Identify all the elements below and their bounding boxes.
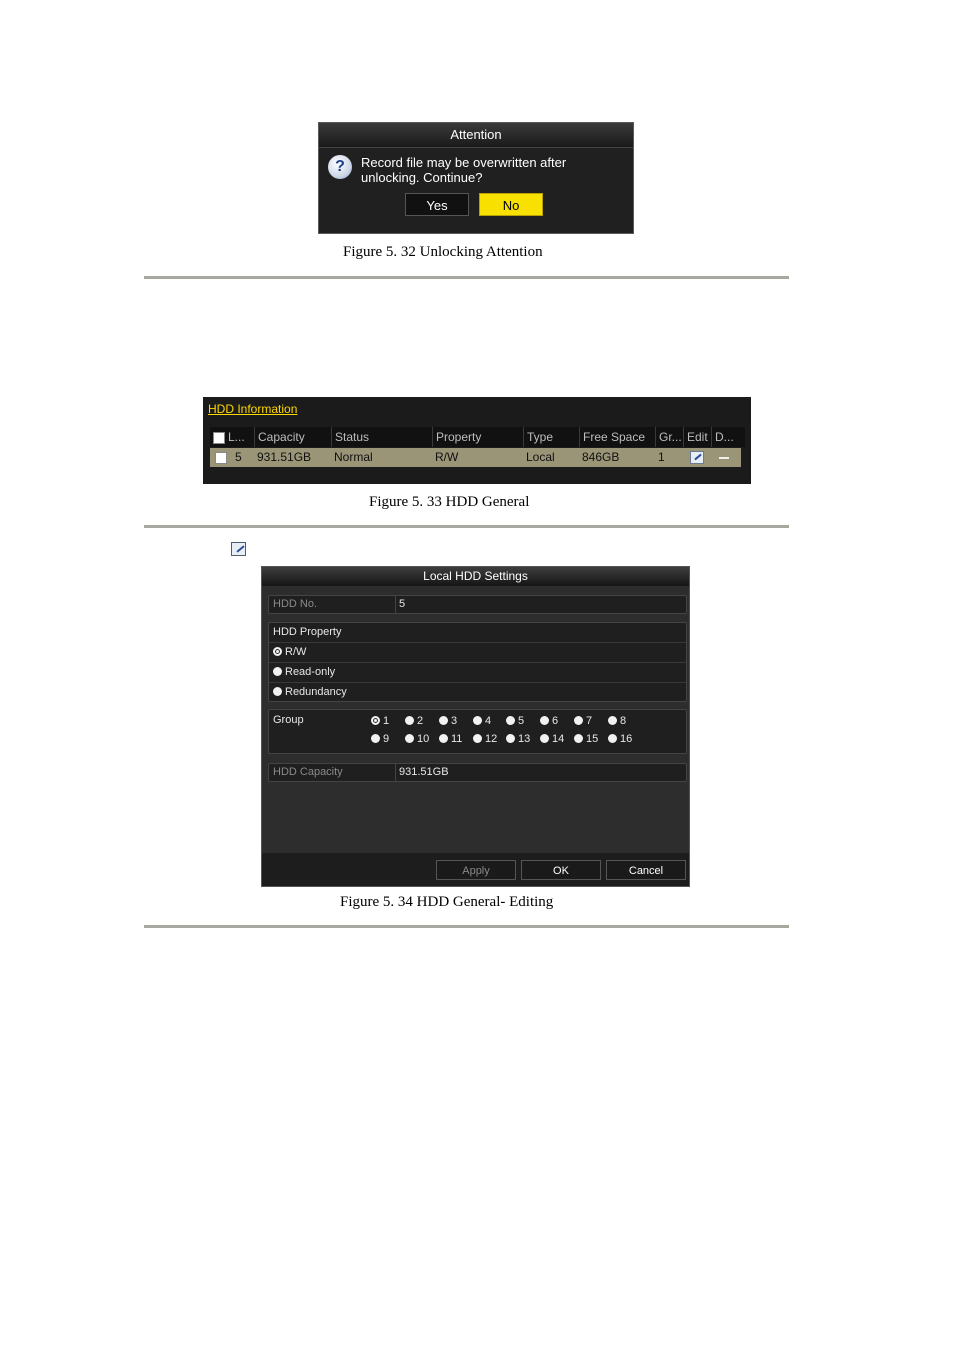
divider [144, 925, 789, 928]
group-radio-16[interactable]: 16 [608, 732, 632, 746]
hdd-capacity-label: HDD Capacity [273, 766, 343, 778]
group-radio-2[interactable]: 2 [405, 714, 423, 728]
hdd-capacity-field [268, 763, 687, 782]
dialog-footer [262, 853, 689, 886]
group-radio-1[interactable]: 1 [371, 714, 389, 728]
radio-read-only[interactable]: Read-only [269, 663, 686, 683]
cell-group: 1 [658, 450, 665, 464]
yes-button[interactable]: Yes [405, 193, 469, 216]
group-radio-4[interactable]: 4 [473, 714, 491, 728]
figure-caption-33: Figure 5. 33 HDD General [369, 494, 530, 510]
hdd-capacity-value: 931.51GB [399, 766, 449, 778]
group-radio-9[interactable]: 9 [371, 732, 389, 746]
edit-icon[interactable] [690, 451, 704, 464]
group-radio-10[interactable]: 10 [405, 732, 429, 746]
radio-icon[interactable] [273, 687, 282, 696]
group-radio-5[interactable]: 5 [506, 714, 524, 728]
attention-dialog [318, 122, 634, 234]
hdd-no-label: HDD No. [273, 598, 318, 610]
delete-icon[interactable] [719, 457, 729, 459]
cell-free-space: 846GB [582, 450, 620, 464]
local-hdd-settings-dialog [261, 566, 690, 887]
apply-button[interactable]: Apply [436, 860, 516, 880]
hdd-no-field [268, 595, 687, 614]
group-radio-11[interactable]: 11 [439, 732, 462, 746]
ok-button[interactable]: OK [521, 860, 601, 880]
cell-property: R/W [435, 450, 459, 464]
radio-icon[interactable] [273, 667, 282, 676]
group-radio-15[interactable]: 15 [574, 732, 598, 746]
header-edit[interactable]: Edit [683, 427, 711, 447]
header-free-space[interactable]: Free Space [579, 427, 655, 447]
dialog-title: Attention [319, 123, 633, 148]
row-checkbox-cell[interactable] [212, 448, 230, 467]
header-property[interactable]: Property [432, 427, 523, 447]
cell-label: 5 [235, 450, 242, 464]
cancel-button[interactable]: Cancel [606, 860, 686, 880]
divider [144, 276, 789, 279]
dialog-message: Record file may be overwritten after unlocking. Continue? [361, 155, 567, 185]
edit-cell[interactable] [687, 448, 704, 467]
divider [144, 525, 789, 528]
group-radio-14[interactable]: 14 [540, 732, 564, 746]
cell-capacity: 931.51GB [257, 450, 312, 464]
figure-caption-34: Figure 5. 34 HDD General- Editing [340, 894, 554, 910]
group-radio-6[interactable]: 6 [540, 714, 558, 728]
header-status[interactable]: Status [331, 427, 432, 447]
tab-hdd-information[interactable]: HDD Information [208, 402, 298, 416]
radio-redundancy[interactable]: Redundancy [269, 683, 686, 703]
row-checkbox[interactable] [215, 452, 227, 464]
group-radio-12[interactable]: 12 [473, 732, 497, 746]
radio-rw[interactable]: R/W [269, 643, 686, 663]
figure-caption-32: Figure 5. 32 Unlocking Attention [343, 244, 543, 260]
hdd-information-panel [203, 397, 751, 484]
hdd-property-group [268, 622, 687, 702]
group-selector [268, 709, 687, 754]
group-radio-3[interactable]: 3 [439, 714, 457, 728]
group-radio-7[interactable]: 7 [574, 714, 592, 728]
table-row[interactable] [210, 448, 741, 467]
edit-icon [231, 542, 246, 556]
hdd-no-value: 5 [399, 598, 406, 610]
header-delete[interactable]: D... [711, 427, 741, 447]
question-icon: ? [328, 155, 352, 179]
delete-cell[interactable] [716, 448, 729, 467]
radio-selected-icon[interactable] [273, 647, 282, 656]
select-all-checkbox[interactable] [213, 432, 225, 444]
header-capacity[interactable]: Capacity [254, 427, 331, 447]
table-header [210, 427, 745, 447]
hdd-property-label: HDD Property [269, 623, 686, 643]
group-label: Group [273, 714, 304, 726]
header-type[interactable]: Type [523, 427, 579, 447]
cell-type: Local [526, 450, 555, 464]
dialog-title: Local HDD Settings [262, 567, 689, 586]
cell-status: Normal [334, 450, 373, 464]
group-radio-8[interactable]: 8 [608, 714, 626, 728]
group-radio-13[interactable]: 13 [506, 732, 530, 746]
no-button[interactable]: No [479, 193, 543, 216]
header-group[interactable]: Gr... [655, 427, 683, 447]
header-label[interactable]: L... [210, 427, 254, 447]
